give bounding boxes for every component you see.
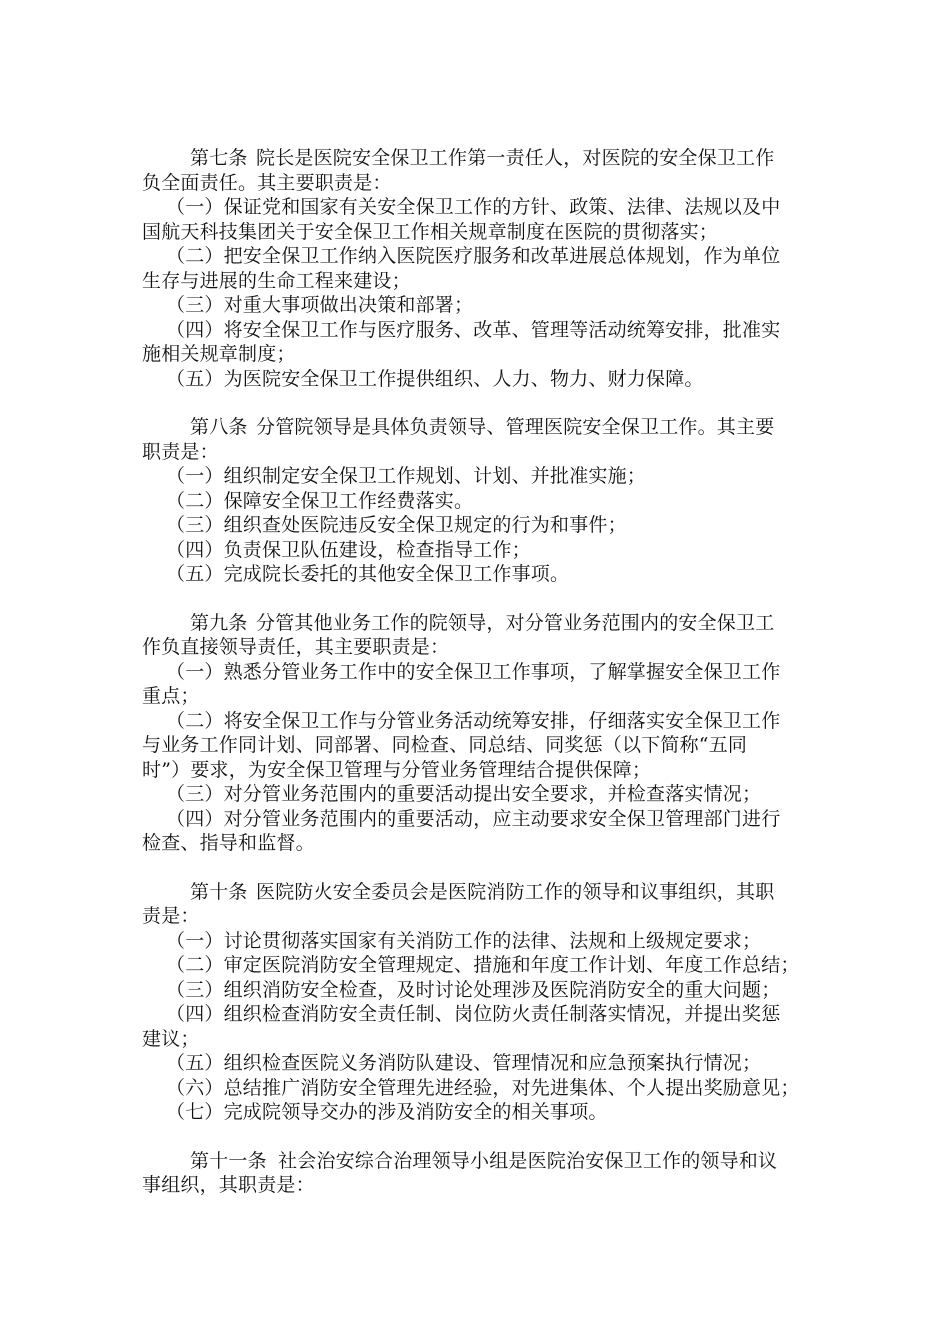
list-item-continuation: 检查、指导和监督。 (142, 832, 315, 854)
list-item: （一）讨论贯彻落实国家有关消防工作的法律、法规和上级规定要求； (166, 929, 762, 952)
list-item: （一）熟悉分管业务工作中的安全保卫工作事项，了解掌握安全保卫工作 (166, 660, 781, 683)
article-9 (142, 611, 810, 856)
list-item: （四）负责保卫队伍建设，检查指导工作； (166, 538, 531, 561)
list-item: （六）总结推广消防安全管理先进经验，对先进集体、个人提出奖励意见； (166, 1076, 800, 1099)
list-item-continuation: 施相关规章制度； (142, 343, 296, 365)
article-text: 分管其他业务工作的院领导，对分管业务范围内的安全保卫工 (256, 611, 775, 634)
article-number: 第八条 (190, 416, 248, 438)
list-item: （三）对分管业务范围内的重要活动提出安全要求，并检查落实情况； (166, 783, 762, 805)
list-item-continuation: 重点； (142, 685, 200, 707)
list-item: （五）为医院安全保卫工作提供组织、人力、物力、财力保障。 (166, 367, 704, 390)
article-text: 社会治安综合治理领导小组是医院治安保卫工作的领导和议 (278, 1149, 778, 1172)
list-item-continuation: 与业务工作同计划、同部署、同检查、同总结、同奖惩（以下简称“五同 (142, 734, 748, 756)
list-item: （五）组织检查医院义务消防队建设、管理情况和应急预案执行情况； (166, 1052, 762, 1074)
list-item: （三）组织消防安全检查，及时讨论处理涉及医院消防安全的重大问题； (166, 978, 781, 1001)
list-item: （一）组织制定安全保卫工作规划、计划、并批准实施； (166, 465, 647, 487)
article-number: 第十条 (190, 880, 248, 903)
article-heading-line (142, 1149, 810, 1174)
list-item: （四）将安全保卫工作与医疗服务、改革、管理等活动统筹安排，批准实 (166, 318, 781, 341)
article-number: 第九条 (190, 611, 248, 634)
article-text-line: 职责是： (142, 440, 219, 463)
list-item-continuation: 建议； (142, 1027, 200, 1050)
list-item: （四）组织检查消防安全责任制、岗位防火责任制落实情况，并提出奖惩 (166, 1003, 781, 1025)
article-heading-line (142, 880, 810, 905)
list-item: （三）组织查处医院违反安全保卫规定的行为和事件； (166, 514, 627, 536)
article-heading-line (142, 611, 810, 636)
list-item: （二）保障安全保卫工作经费落实。 (166, 489, 474, 512)
document-page (142, 146, 810, 1222)
article-number: 第十一条 (190, 1149, 267, 1172)
article-text-line: 责是： (142, 905, 200, 927)
article-text: 院长是医院安全保卫工作第一责任人，对医院的安全保卫工作 (256, 147, 775, 169)
list-item: （七）完成院领导交办的涉及消防安全的相关事项。 (166, 1101, 608, 1123)
list-item-continuation: 生存与进展的生命工程来建设； (142, 269, 411, 292)
article-7 (142, 146, 810, 391)
list-item: （五）完成院长委托的其他安全保卫工作事项。 (166, 563, 570, 585)
list-item: （二）将安全保卫工作与分管业务活动统筹安排，仔细落实安全保卫工作 (166, 709, 781, 732)
list-item: （三）对重大事项做出决策和部署； (166, 294, 474, 316)
article-text: 分管院领导是具体负责领导、管理医院安全保卫工作。其主要 (256, 416, 775, 438)
article-text: 医院防火安全委员会是医院消防工作的领导和议事组织，其职 (256, 880, 775, 903)
article-8 (142, 415, 810, 587)
article-text-line: 作负直接领导责任，其主要职责是： (142, 636, 450, 658)
article-text-line: 负全面责任。其主要职责是： (142, 171, 392, 194)
list-item: （四）对分管业务范围内的重要活动，应主动要求安全保卫管理部门进行 (166, 807, 781, 830)
article-11 (142, 1149, 810, 1198)
article-heading-line (142, 146, 810, 171)
list-item: （二）审定医院消防安全管理规定、措施和年度工作计划、年度工作总结； (166, 954, 800, 976)
article-number: 第七条 (190, 147, 248, 169)
article-10 (142, 880, 810, 1125)
list-item: （二）把安全保卫工作纳入医院医疗服务和改革进展总体规划，作为单位 (166, 245, 781, 267)
article-heading-line (142, 415, 810, 440)
article-text-line: 事组织，其职责是： (142, 1174, 315, 1196)
list-item: （一）保证党和国家有关安全保卫工作的方针、政策、法律、法规以及中 (166, 196, 781, 218)
list-item-continuation: 时”）要求，为安全保卫管理与分管业务管理结合提供保障； (142, 758, 652, 781)
list-item-continuation: 国航天科技集团关于安全保卫工作相关规章制度在医院的贯彻落实； (142, 220, 719, 243)
